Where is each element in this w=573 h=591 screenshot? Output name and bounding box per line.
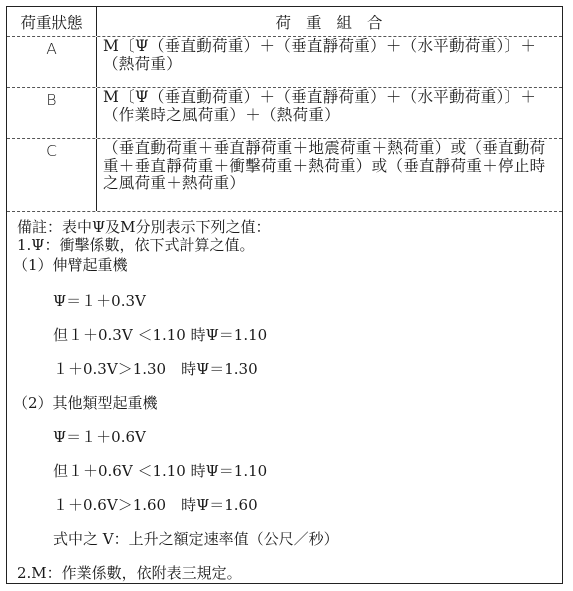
row-b-state-cell [7, 88, 97, 138]
table-row-c [7, 139, 562, 212]
row-c-formula-cell [97, 139, 562, 211]
row-a-formula-cell [97, 37, 562, 87]
notes-item-1: 1.Ψ：衝擊係數，依下式計算之值。 [17, 236, 255, 254]
table-row-a [7, 37, 562, 88]
table-header-row [7, 7, 562, 37]
row-b-formula-cell [97, 88, 562, 138]
row-c-state: C [46, 142, 57, 160]
load-combination-table [6, 6, 563, 584]
notes-v-definition: 式中之 V：上升之額定速率值（公尺／秒） [53, 530, 339, 548]
notes-sub2-title: （2）其他類型起重機 [13, 394, 158, 412]
row-a-formula: M〔Ψ（垂直動荷重）＋（垂直靜荷重）＋（水平動荷重）〕＋（熱荷重） [103, 37, 537, 73]
row-c-state-cell [7, 139, 97, 211]
header-load-combination: 荷重組合 [275, 14, 398, 32]
notes-sub1-title: （1）伸臂起重機 [13, 256, 128, 274]
row-a-state: A [46, 40, 57, 58]
notes-sub2-formula-2: 但１＋0.6V ＜1.10 時Ψ＝1.10 [53, 462, 268, 480]
row-b-formula: M〔Ψ（垂直動荷重）＋（垂直靜荷重）＋（水平動荷重）〕＋（作業時之風荷重）＋（熱荷重） [103, 88, 537, 124]
notes-sub1-formula-2: 但１＋0.3V ＜1.10 時Ψ＝1.10 [53, 326, 268, 344]
notes-sub2-formula-1: Ψ＝１＋0.6V [53, 428, 146, 446]
table-row-b [7, 88, 562, 139]
notes-section [7, 212, 562, 583]
row-c-formula: （垂直動荷重＋垂直靜荷重＋地震荷重＋熱荷重）或（垂直動荷重＋垂直靜荷重＋衝擊荷重＋熱荷重）或（垂直靜荷重＋停止時之風荷重＋熱荷重） [103, 139, 546, 192]
notes-item-2: 2.M：作業係數，依附表三規定。 [17, 564, 242, 582]
row-a-state-cell [7, 37, 97, 87]
notes-sub1-formula-1: Ψ＝１＋0.3V [53, 292, 146, 310]
header-load-state: 荷重狀態 [7, 7, 97, 36]
notes-intro: 備註：表中Ψ及M分別表示下列之值： [17, 218, 271, 236]
row-b-state: B [46, 91, 57, 109]
notes-sub2-formula-3: １＋0.6V＞1.60 時Ψ＝1.60 [53, 496, 258, 514]
notes-sub1-formula-3: １＋0.3V＞1.30 時Ψ＝1.30 [53, 360, 258, 378]
